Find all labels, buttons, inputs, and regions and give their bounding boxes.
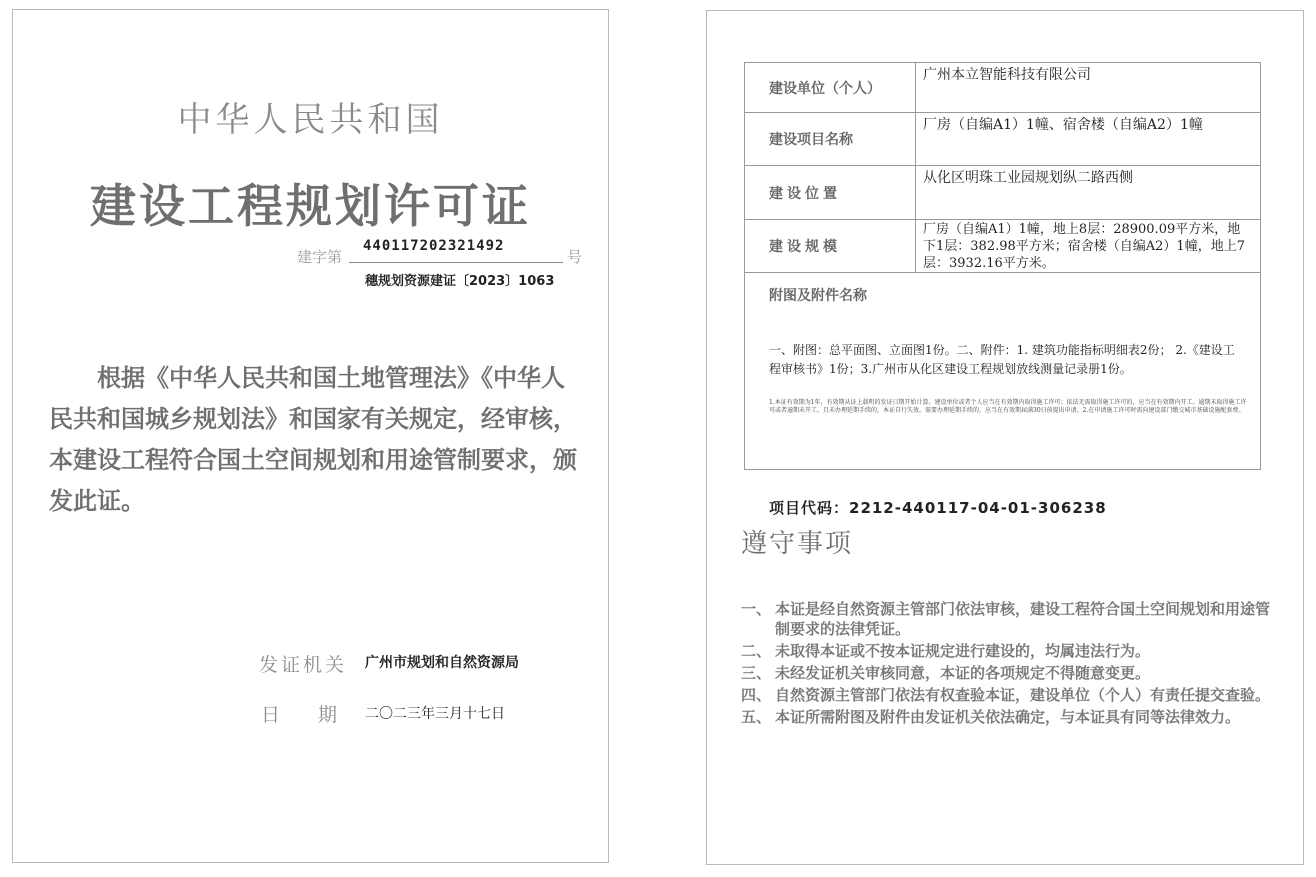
row-value: 厂房（自编A1）1幢、宿舍楼（自编A2）1幢 bbox=[923, 117, 1203, 133]
project-code: 项目代码：2212-440117-04-01-306238 bbox=[769, 499, 1107, 517]
serial-underline bbox=[349, 262, 563, 263]
issuer-label: 发证机关 bbox=[259, 654, 348, 676]
serial-label: 建字第 bbox=[297, 248, 343, 266]
certificate-cover-page bbox=[12, 9, 609, 863]
details-table bbox=[744, 62, 1261, 470]
date-label-char-a: 日 bbox=[261, 704, 281, 726]
row-label: 建设项目名称 bbox=[745, 113, 916, 165]
reference-number: 穗规划资源建证〔2023〕1063 bbox=[365, 274, 555, 289]
issue-date: 二〇二三年三月十七日 bbox=[365, 706, 505, 722]
date-label bbox=[261, 700, 337, 727]
certificate-title: 建设工程规划许可证 bbox=[90, 179, 531, 233]
table-row bbox=[745, 220, 1260, 273]
rule-number: 四、 bbox=[741, 686, 772, 704]
rule-text: 未经发证机关审核同意，本证的各项规定不得随意变更。 bbox=[775, 664, 1151, 682]
preamble-text: 根据《中华人民共和国土地管理法》《中华人民共和国城乡规划法》和国家有关规定，经审核，本建设工程符合国土空间规划和用途管制要求，颁发此证。 bbox=[49, 364, 577, 515]
rule-text: 未取得本证或不按本证规定进行建设的，均属违法行为。 bbox=[775, 642, 1151, 660]
table-row bbox=[745, 166, 1260, 220]
certificate-details-page bbox=[706, 10, 1304, 865]
validity-note: 1.本证有效期为1年，有效期从证上载明的发证日期开始计算。建设单位或者个人应当在有效期内取得施工许可；依法无需取得施工许可的，应当在有效期内开工。逾期未取得施工许可或者逾期未开工，且未办理延期手续的，本证自行失效。需要办理延期手续的，应当在有效期届满30日前提出申请。2.在申请施工许可时需向建设部门缴交城市基础设施配套费。 bbox=[769, 399, 1247, 414]
rule-number: 五、 bbox=[741, 708, 772, 726]
serial-suffix: 号 bbox=[567, 248, 583, 266]
rule-number: 一、 bbox=[741, 600, 772, 618]
row-label: 建设规模 bbox=[745, 220, 916, 272]
list-item bbox=[741, 663, 1271, 683]
rule-text: 本证是经自然资源主管部门依法审核，建设工程符合国土空间规划和用途管制要求的法律凭证。 bbox=[775, 600, 1271, 638]
rule-number: 三、 bbox=[741, 664, 772, 682]
serial-number: 440117202321492 bbox=[363, 238, 505, 254]
date-label-char-b: 期 bbox=[318, 704, 338, 726]
list-item bbox=[741, 599, 1271, 639]
row-value: 厂房（自编A1）1幢，地上8层：28900.09平方米，地下1层：382.98平方米；宿舍楼（自编A2）1幢，地上7层：3932.16平方米。 bbox=[923, 222, 1245, 271]
rule-text: 本证所需附图及附件由发证机关依法确定，与本证具有同等法律效力。 bbox=[775, 708, 1241, 726]
list-item bbox=[741, 707, 1271, 727]
table-row bbox=[745, 113, 1260, 166]
rule-text: 自然资源主管部门依法有权查验本证，建设单位（个人）有责任提交查验。 bbox=[775, 686, 1271, 704]
table-row bbox=[745, 63, 1260, 113]
row-label: 建设单位（个人） bbox=[745, 63, 916, 112]
row-label: 建设位置 bbox=[745, 166, 916, 219]
issuer-name: 广州市规划和自然资源局 bbox=[365, 655, 519, 671]
rule-number: 二、 bbox=[741, 642, 772, 660]
row-value: 广州本立智能科技有限公司 bbox=[923, 67, 1091, 83]
row-value: 从化区明珠工业园规划纵二路西侧 bbox=[923, 170, 1133, 186]
country-name: 中华人民共和国 bbox=[177, 100, 444, 140]
rules-title: 遵守事项 bbox=[741, 529, 854, 559]
rules-list bbox=[741, 599, 1271, 729]
attachments-label: 附图及附件名称 bbox=[769, 288, 867, 304]
list-item bbox=[741, 685, 1271, 705]
attachments-text: 一、附图：总平面图、立面图1份。二、附件：1. 建筑功能指标明细表2份； 2.《建设工程审核书》1份；3.广州市从化区建设工程规划放线测量记录册1份。 bbox=[769, 343, 1235, 376]
list-item bbox=[741, 641, 1271, 661]
